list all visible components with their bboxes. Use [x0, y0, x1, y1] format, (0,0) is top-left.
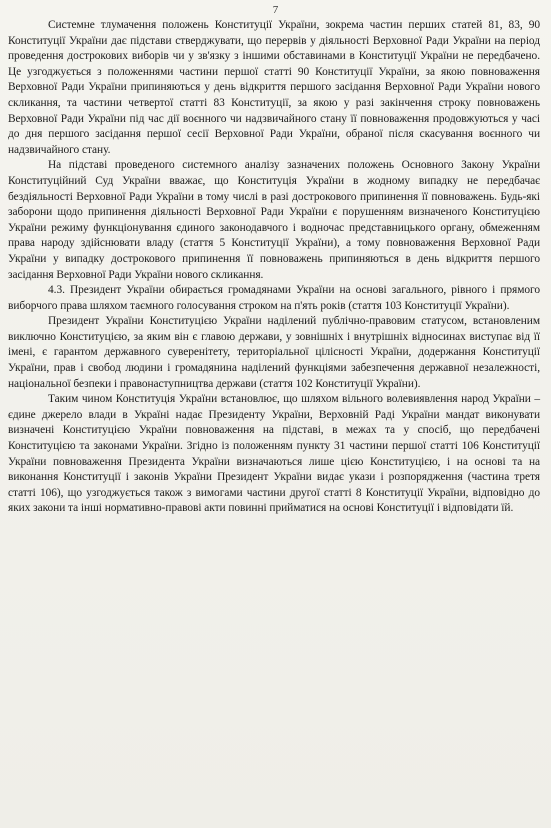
document-body: [8, 18, 540, 517]
paragraph-5: Таким чином Конституція України встановлює, що шляхом вільного волевиявлення народ України – єдине джерело влади в Україні надає Президенту України, Верховній Раді України мандат виконувати визначені Конституцією України повноваження на підставі, в межах та у спосіб, що передбачені Конституцією та законами України. Згідно із положенням пункту 31 частини першої статті 106 Конституції України повноваження Президента України визначаються лише цією Конституцією, і на основі та на виконання Конституції і законів України Президент України видає укази і розпорядження (частина третя статті 106), що узгоджується також з вимогами частини другої статті 8 Конституції України, відповідно до яких закони та інші нормативно-правові акти повинні прийматися на основі Конституції і відповідати їй.: [8, 393, 540, 515]
page-number: 7: [272, 4, 279, 16]
paragraph-4: Президент України Конституцією України наділений публічно-правовим статусом, встановленим виключно Конституцією, за яким він є главою держави, у зовнішніх і внутрішніх відносинах виступає від її імені, є гарантом державного суверенітету, територіальної цілісності України, додержання Конституції України, прав і свобод людини і громадянина наділений функціями забезпечення державної незалежності, національної безпеки і правонаступництва держави (стаття 102 Конституції України).: [8, 315, 540, 390]
paragraph-1: Системне тлумачення положень Конституції України, зокрема частин перших статей 81, 83, 90 Конституції України дає підстави стверджувати, що перервів у діяльності Верховної Ради України на період проведення дострокових виборів чи у зв'язку з іншими обставинами в Конституції України не передбачено. Це узгоджується з положеннями частини першої статті 90 Конституції України, за якою повноваження Верховної Ради України припиняються у день відкриття першого засідання Верховної Ради України нового скликання, та частини четвертої статті 83 Конституції, за якою у разі закінчення строку повноважень Верховної Ради України під час дії воєнного чи надзвичайного стану її повноваження продовжуються у часі до дня першого засідання першої сесії Верховної Ради України, обраної після скасування воєнного чи надзвичайного стану.: [8, 19, 540, 156]
paragraph-3: 4.3. Президент України обирається громадянами України на основі загального, рівного і прямого виборчого права шляхом таємного голосування строком на п'ять років (стаття 103 Конституції України).: [8, 284, 540, 312]
paragraph-2: На підставі проведеного системного аналізу зазначених положень Основного Закону України Конституційний Суд України вважає, що Конституція України в жодному випадку не передбачає бездіяльності Верховної Ради України в тому числі в разі дострокового припинення її повноважень. Будь-які заборони щодо припинення діяльності Верховної Ради України є порушенням визначеного Конституцією України режиму функціонування єдиного законодавчого і водночас представницького органу, обмеженням права народу здійснювати владу (стаття 5 Конституції України), а тому повноваження Верховної Ради України у випадку дострокового припинення її повноважень припиняються в день відкриття першого засідання Верховної Ради України нового скликання.: [8, 159, 540, 281]
